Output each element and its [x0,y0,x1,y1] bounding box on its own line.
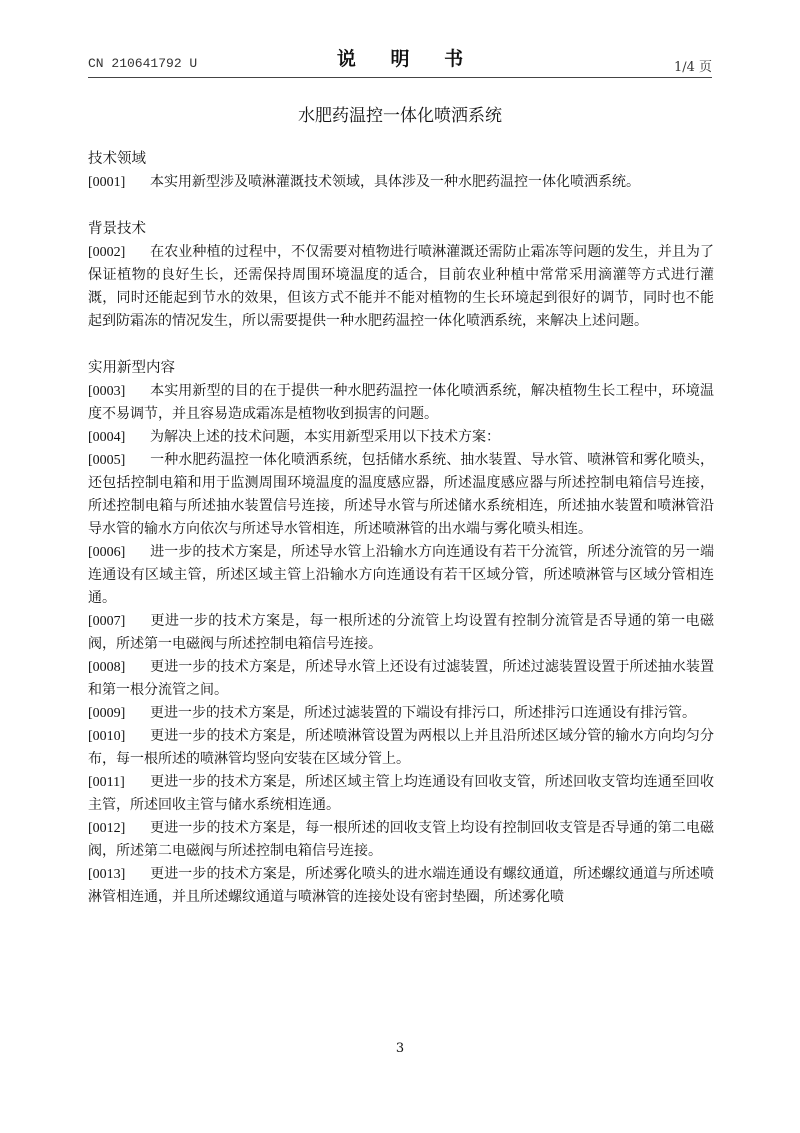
page-count: 1/4 页 [673,60,712,75]
header-rule [88,77,712,78]
paragraph [88,656,714,702]
paragraph-number: [0004] [88,430,126,445]
paragraph-text: 为解决上述的技术问题，本实用新型采用以下技术方案： [150,429,500,445]
section-heading: 实用新型内容 [88,360,175,376]
paragraph-number: [0006] [88,545,126,560]
paragraph [88,380,714,426]
paragraph-number: [0002] [88,245,126,260]
paragraph-text: 更进一步的技术方案是，每一根所述的回收支管上均设有控制回收支管是否导通的第二电磁阀，所述第二电磁阀与所述控制电箱信号连接。 [88,820,714,859]
paragraph-number: [0007] [88,614,126,629]
paragraph-text: 更进一步的技术方案是，每一根所述的分流管上均设置有控制分流管是否导通的第一电磁阀，所述第一电磁阀与所述控制电箱信号连接。 [88,613,714,652]
paragraph-number: [0001] [88,175,126,190]
paragraph-text: 更进一步的技术方案是，所述喷淋管设置为两根以上并且沿所述区域分管的输水方向均匀分布，每一根所述的喷淋管均竖向安装在区域分管上。 [88,728,714,767]
paragraph-number: [0005] [88,453,126,468]
section [88,218,714,333]
paragraph [88,541,714,610]
section [88,148,714,194]
paragraph-number: [0011] [88,775,125,790]
paragraph [88,771,714,817]
paragraph [88,610,714,656]
section [88,357,714,909]
paragraph [88,449,714,541]
paragraph-text: 更进一步的技术方案是，所述过滤装置的下端设有排污口，所述排污口连通设有排污管。 [150,705,696,721]
publication-number: CN 210641792 U [88,56,198,71]
paragraph-text: 在农业种植的过程中，不仅需要对植物进行喷淋灌溉还需防止霜冻等问题的发生，并且为了保证植物的良好生长，还需保持周围环境温度的适合，目前农业种植中常常采用滴灌等方式进行灌溉，同时还能起到节水的效果，但该方式不能并不能对植物的生长环境起到很好的调节，同时也不能起到防霜冻的情况发生，所以需要提供一种水肥药温控一体化喷洒系统，来解决上述问题。 [88,244,714,329]
paragraph-text: 本实用新型的目的在于提供一种水肥药温控一体化喷洒系统，解决植物生长工程中，环境温度不易调节，并且容易造成霜冻是植物收到损害的问题。 [88,383,714,422]
paragraph-number: [0013] [88,867,126,882]
paragraph-text: 进一步的技术方案是，所述导水管上沿输水方向连通设有若干分流管，所述分流管的另一端连通设有区域主管，所述区域主管上沿输水方向连通设有若干区域分管，所述喷淋管与区域分管相连通。 [88,544,714,606]
paragraph-text: 一种水肥药温控一体化喷洒系统，包括储水系统、抽水装置、导水管、喷淋管和雾化喷头，还包括控制电箱和用于监测周围环境温度的温度感应器，所述温度感应器与所述控制电箱信号连接，所述控制电箱与所述抽水装置信号连接，所述导水管与所述储水系统相连，所述抽水装置和喷淋管沿导水管的输水方向依次与所述导水管相连，所述喷淋管的出水端与雾化喷头相连。 [88,452,714,537]
paragraph [88,863,714,909]
page-number: 3 [395,1041,405,1056]
paragraph-number: [0012] [88,821,126,836]
paragraph [88,171,714,194]
paragraph-text: 更进一步的技术方案是，所述区域主管上均连通设有回收支管，所述回收支管均连通至回收主管，所述回收主管与储水系统相连通。 [88,774,714,813]
paragraph-number: [0010] [88,729,126,744]
section-heading: 背景技术 [88,221,146,237]
paragraph-number: [0003] [88,384,126,399]
paragraph-text: 更进一步的技术方案是，所述导水管上还设有过滤装置，所述过滤装置设置于所述抽水装置和第一根分流管之间。 [88,659,714,698]
paragraph [88,725,714,771]
page-header [88,44,712,76]
section-heading: 技术领域 [88,151,146,167]
document-type: 说 明 书 [336,48,478,70]
paragraph [88,426,714,449]
paragraph [88,241,714,333]
document-title: 水肥药温控一体化喷洒系统 [298,106,502,126]
paragraph-number: [0009] [88,706,126,721]
document-body [88,148,714,909]
paragraph-number: [0008] [88,660,126,675]
paragraph-text: 本实用新型涉及喷淋灌溉技术领域，具体涉及一种水肥药温控一体化喷洒系统。 [150,174,640,190]
paragraph-text: 更进一步的技术方案是，所述雾化喷头的进水端连通设有螺纹通道，所述螺纹通道与所述喷淋管相连通，并且所述螺纹通道与喷淋管的连接处设有密封垫圈，所述雾化喷 [88,866,714,905]
paragraph [88,817,714,863]
paragraph [88,702,714,725]
